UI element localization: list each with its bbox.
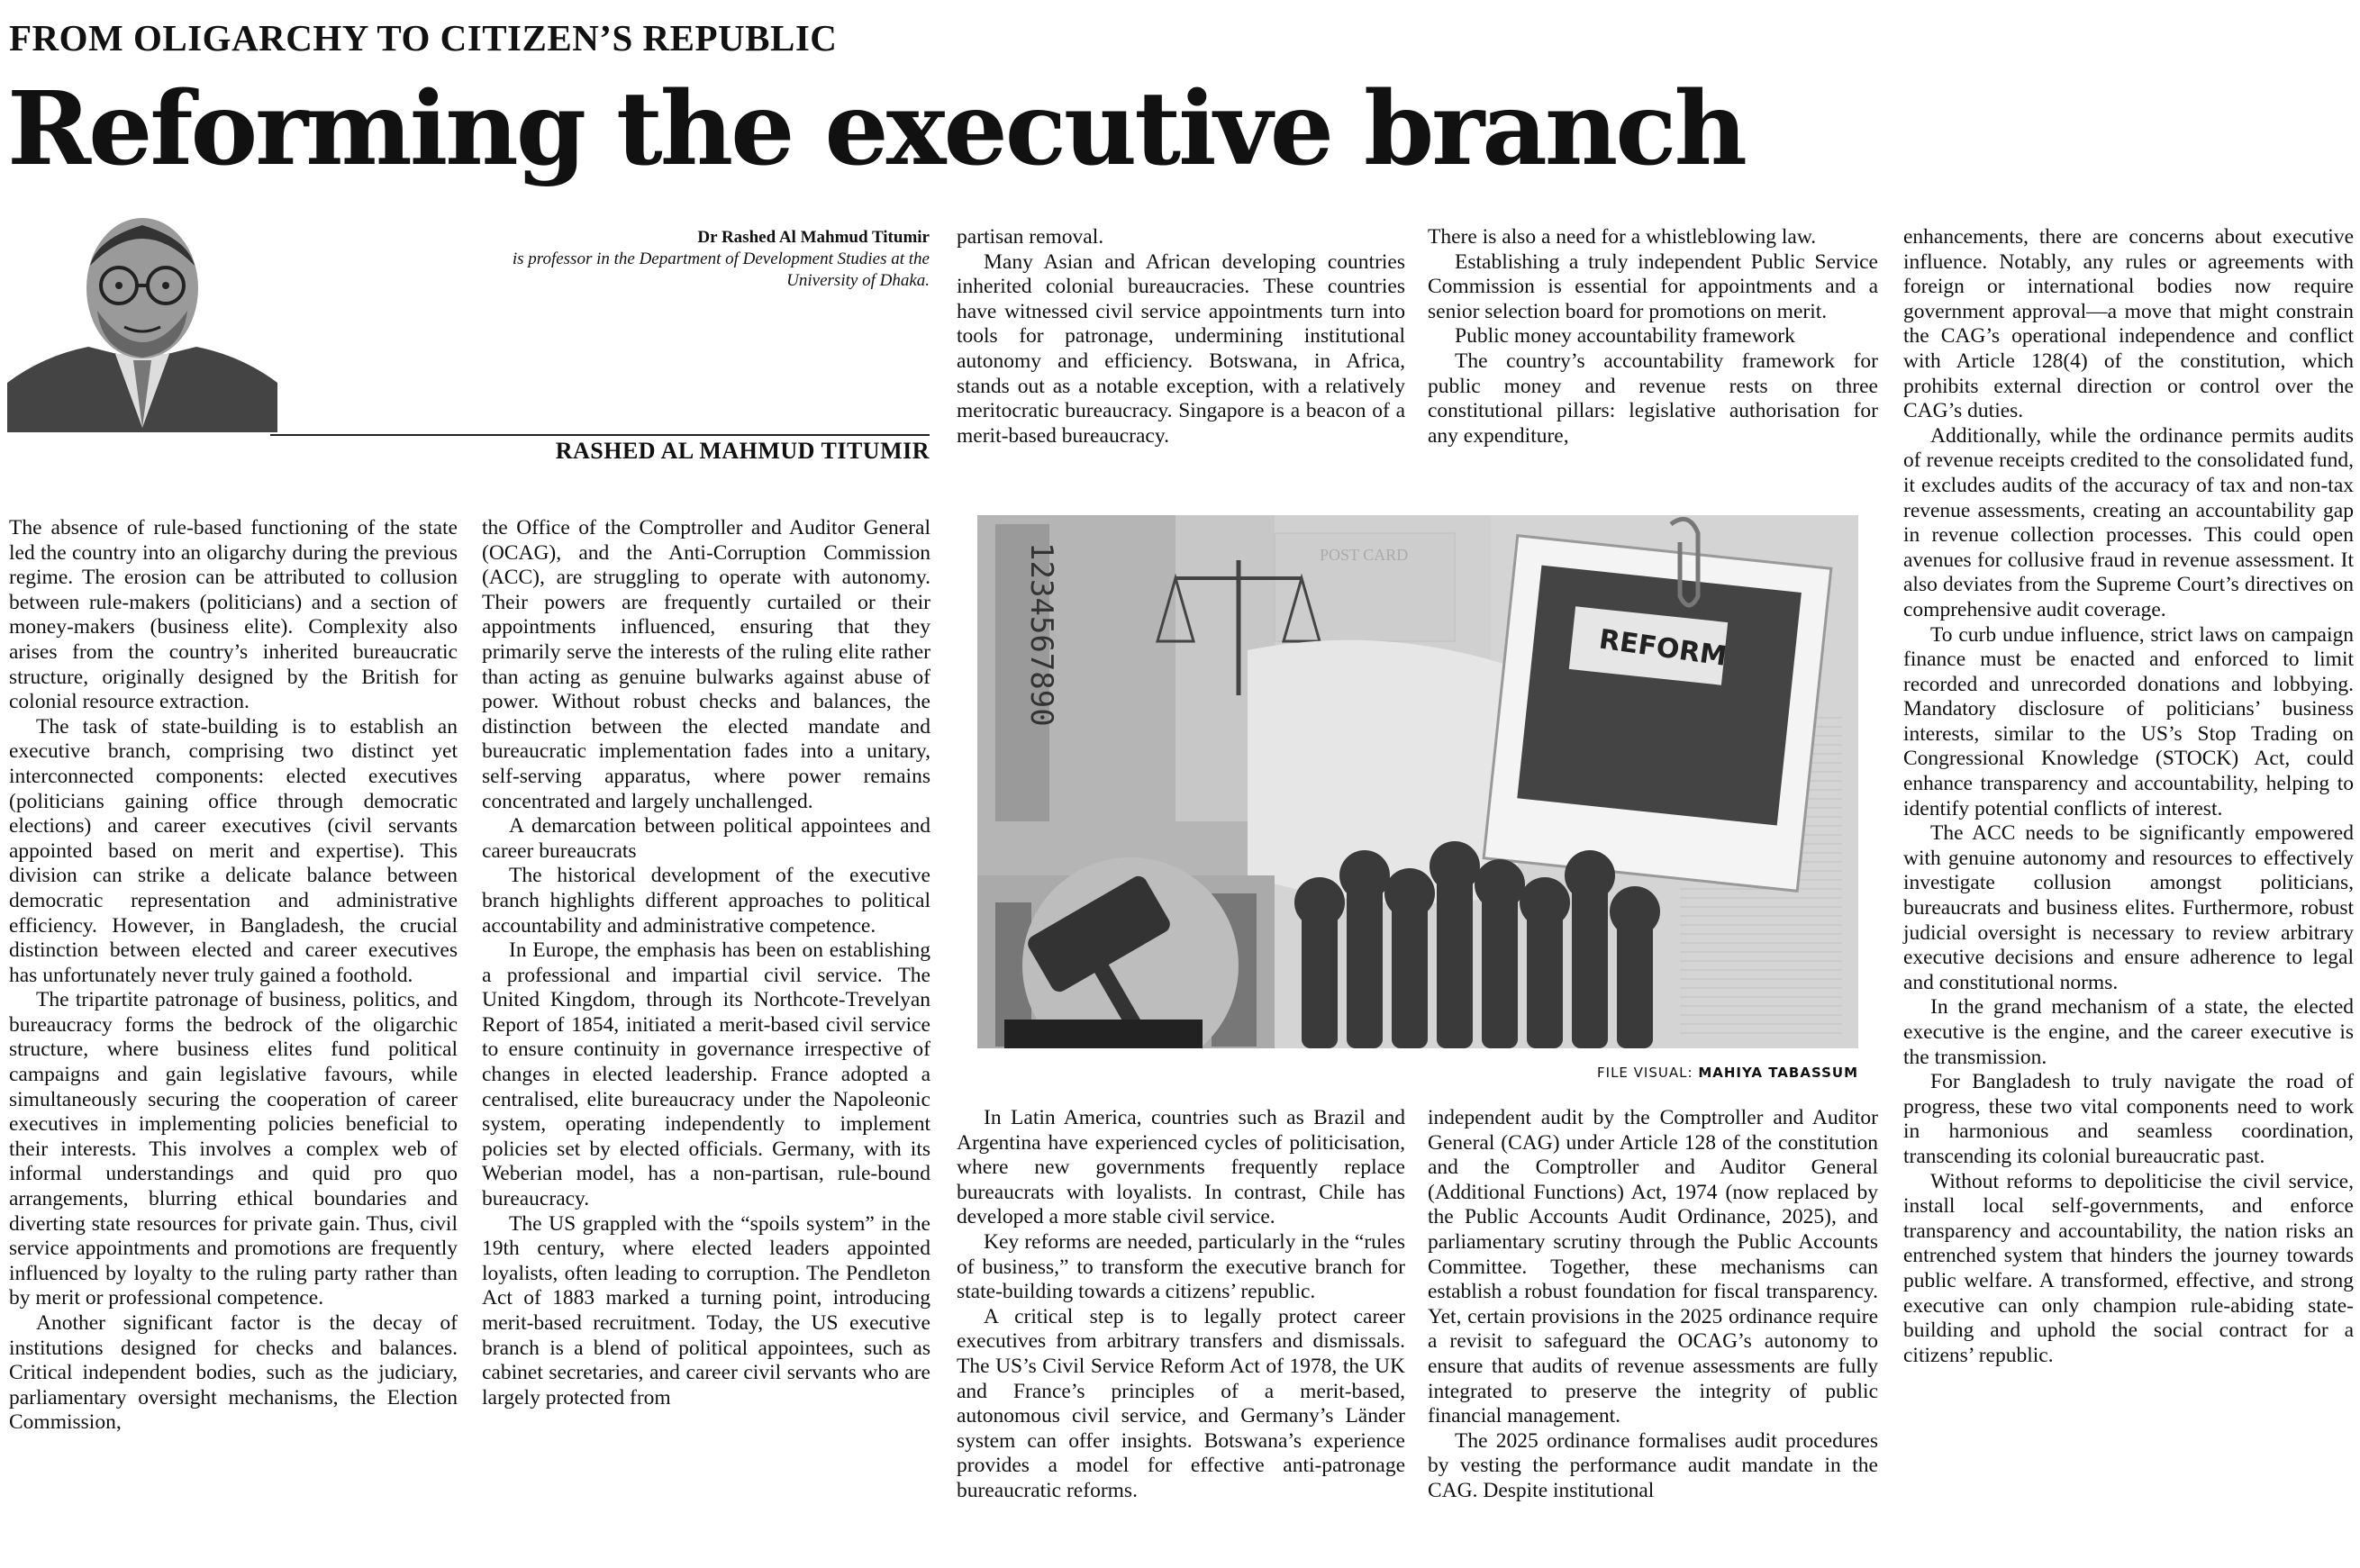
paragraph: The 2025 ordinance formalises audit procedures by vesting the performance audit mandate in the CAG. Despite institutional	[1428, 1428, 1878, 1502]
paragraph: The US grappled with the “spoils system” in the 19th century, where elected leaders appointed loyalists, often leading to corruption. The Pendleton Act of 1883 marked a turning point, introducing merit-based recruitment. Today, the US executive branch is a blend of political appointees, such as cabinet secretaries, and career civil servants who are largely protected from	[482, 1211, 930, 1409]
paragraph: The absence of rule-based functioning of the state led the country into an oligarchy during the previous regime. The erosion can be attributed to collusion between rule-makers (politicians) and a section of money-makers (business elite). Complexity also arises from the country’s inherited bureaucratic structure, originally designed by the British for colonial resource extraction.	[9, 516, 458, 714]
headline: Reforming the executive branch	[7, 70, 1745, 188]
byline-name: Dr Rashed Al Mahmud Titumir	[697, 228, 930, 247]
paragraph: In the grand mechanism of a state, the elected executive is the engine, and the career executive is the transmission.	[1903, 995, 2354, 1069]
byline	[468, 227, 930, 291]
paragraph: The ACC needs to be significantly empowered with genuine autonomy and resources to effectively investigate collusion amongst politicians, bureaucrats and business elites. Furthermore, robust judicial oversight is necessary to review arbitrary executive decisions and ensure adherence to legal and constitutional norms.	[1903, 821, 2354, 994]
paragraph: partisan removal.	[957, 225, 1104, 249]
paragraph: To curb undue influence, strict laws on campaign finance must be enacted and enforced to limit recorded and unrecorded donations and lobbying. Mandatory disclosure of politicians’ business interests, similar to the US’s Stop Trading on Congressional Knowledge (STOCK) Act, could enhance transparency and accountability, helping to identify potential conflicts of interest.	[1903, 622, 2354, 820]
credit-name: MAHIYA TABASSUM	[1698, 1065, 1858, 1081]
paragraph: Additionally, while the ordinance permits audits of revenue receipts credited to the consolidated fund, it excludes audits of the accuracy of tax and non-tax revenue assessments, creating an accountability gap in revenue collection processes. This could open avenues for collusive fraud in revenue assessment. It also deviates from the Supreme Court’s directives on comprehensive audit coverage.	[1903, 423, 2354, 621]
illustration	[977, 515, 1858, 1048]
column-3-top	[957, 225, 1405, 449]
paragraph: Without reforms to depoliticise the civil service, install local self-governments, and enforce transparency and accountability, the nation risks an entrenched system that hinders the journey towards public welfare. A transformed, effective, and strong executive can only champion rule-abiding state-building and uphold the social contract for a citizens’ republic.	[1903, 1169, 2354, 1367]
reform-sign: REFORM	[1597, 623, 1729, 674]
author-photo	[7, 203, 277, 432]
column-2	[482, 516, 930, 1410]
column-4-bottom	[1428, 1106, 1878, 1504]
paragraph: In Europe, the emphasis has been on establishing a professional and impartial civil service. The United Kingdom, through its Northcote-Trevelyan Report of 1854, initiated a merit-based civil service to ensure continuity in governance irrespective of changes in elected leadership. France adopted a centralised, elite bureaucracy under the Napoleonic system, operating independently to implement policies set by elected officials. Germany, with its Weberian model, has a non-partisan, rule-bound bureaucracy.	[482, 938, 930, 1211]
paragraph: Establishing a truly independent Public Service Commission is essential for appointments and a senior selection board for promotions on merit.	[1428, 249, 1878, 323]
figure-credit	[977, 1065, 1858, 1081]
column-3-bottom	[957, 1106, 1405, 1504]
paragraph: Many Asian and African developing countries inherited colonial bureaucracies. These countries have witnessed civil service appointments turn into tools for patronage, undermining institutional autonomy and efficiency. Botswana, in Africa, stands out as a notable exception, with a relatively meritocratic bureaucracy. Singapore is a beacon of a merit-based bureaucracy.	[957, 249, 1405, 448]
paragraph: independent audit by the Comptroller and Auditor General (CAG) under Article 128 of the constitution and the Comptroller and Auditor General (Additional Functions) Act, 1974 (now replaced by the Public Accounts Audit Ordinance, 2025), and parliamentary scrutiny through the Public Accounts Committee. Together, these mechanisms can establish a robust foundation for fiscal transparency. Yet, certain provisions in the 2025 ordinance require a revisit to safeguard the OCAG’s autonomy to ensure that audits of revenue assessments are fully integrated to preserve the integrity of public financial management.	[1428, 1106, 1878, 1428]
paragraph: A critical step is to legally protect career executives from arbitrary transfers and dismissals. The US’s Civil Service Reform Act of 1978, the UK and France’s principles of a merit-based, autonomous civil service, and Germany’s Länder system can offer insights. Botswana’s experience provides a model for effective anti-patronage bureaucratic reforms.	[957, 1304, 1405, 1502]
paragraph: Another significant factor is the decay of institutions designed for checks and balances. Critical independent bodies, such as the judiciary, parliamentary oversight mechanisms, the Election Commission,	[9, 1311, 458, 1435]
byline-role: is professor in the Department of Development Studies at the University of Dhaka.	[512, 249, 930, 290]
kicker: FROM OLIGARCHY TO CITIZEN’S REPUBLIC	[9, 17, 838, 59]
paragraph: The tripartite patronage of business, politics, and bureaucracy forms the bedrock of the oligarchic structure, where business elites fund political campaigns and gain legislative favours, while simultaneously securing the cooperation of career executives in implementing policies beneficial to their interests. This involves a complex web of informal understandings and quid pro quo arrangements, blurring ethical boundaries and diverting state resources for private gain. Thus, civil service appointments and promotions are frequently influenced by loyalty to the ruling party rather than by merit or professional competence.	[9, 988, 458, 1310]
paragraph: In Latin America, countries such as Brazil and Argentina have experienced cycles of politicisation, where new governments frequently replace bureaucrats with loyalists. In contrast, Chile has developed a more stable civil service.	[957, 1106, 1405, 1229]
subheading: Public money accountability framework	[1455, 324, 1795, 349]
paragraph: There is also a need for a whistleblowing law.	[1428, 225, 1817, 249]
stamp-digits: 1234567890	[1023, 542, 1059, 727]
paragraph: For Bangladesh to truly navigate the road of progress, these two vital components need to work in harmonious and seamless coordination, transcending its colonial bureaucratic past.	[1903, 1070, 2354, 1168]
column-4-top	[1428, 225, 1878, 449]
credit-label: FILE VISUAL:	[1597, 1065, 1693, 1081]
author-rule	[270, 434, 930, 436]
subheading: A demarcation between political appointees and career bureaucrats	[482, 814, 930, 863]
paragraph: the Office of the Comptroller and Auditor General (OCAG), and the Anti-Corruption Commission (ACC), are struggling to operate with autonomy. Their powers are frequently curtailed or their appointments influenced, ensuring that they primarily serve the interests of the ruling elite rather than acting as genuine bulwarks against abuse of power. Without robust checks and balances, the distinction between the elected mandate and bureaucratic implementation fades into a unitary, self-serving apparatus, where power remains concentrated and largely unchallenged.	[482, 516, 930, 813]
paragraph: Key reforms are needed, particularly in the “rules of business,” to transform the executive branch for state-building towards a citizens’ republic.	[957, 1229, 1405, 1304]
author-name: RASHED AL MAHMUD TITUMIR	[555, 438, 930, 464]
column-1	[9, 516, 458, 1436]
paragraph: enhancements, there are concerns about executive influence. Notably, any rules or agreements with foreign or international bodies now require government approval—a move that might constrain the CAG’s operational independence and conflict with Article 128(4) of the constitution, which prohibits external direction or control over the CAG’s duties.	[1903, 225, 2354, 423]
column-5	[1903, 225, 2354, 1368]
paragraph: The country’s accountability framework for public money and revenue rests on three constitutional pillars: legislative authorisation for any expenditure,	[1428, 349, 1878, 448]
paragraph: The historical development of the executive branch highlights different approaches to political accountability and administrative competence.	[482, 864, 930, 938]
paragraph: The task of state-building is to establish an executive branch, comprising two distinct yet interconnected components: elected executives (politicians gaining office through democratic elections) and career executives (civil servants appointed based on merit and expertise). This division can strike a delicate balance between democratic representation and administrative efficiency. However, in Bangladesh, the crucial distinction between elected and career executives has unfortunately never truly gained a foothold.	[9, 714, 458, 987]
